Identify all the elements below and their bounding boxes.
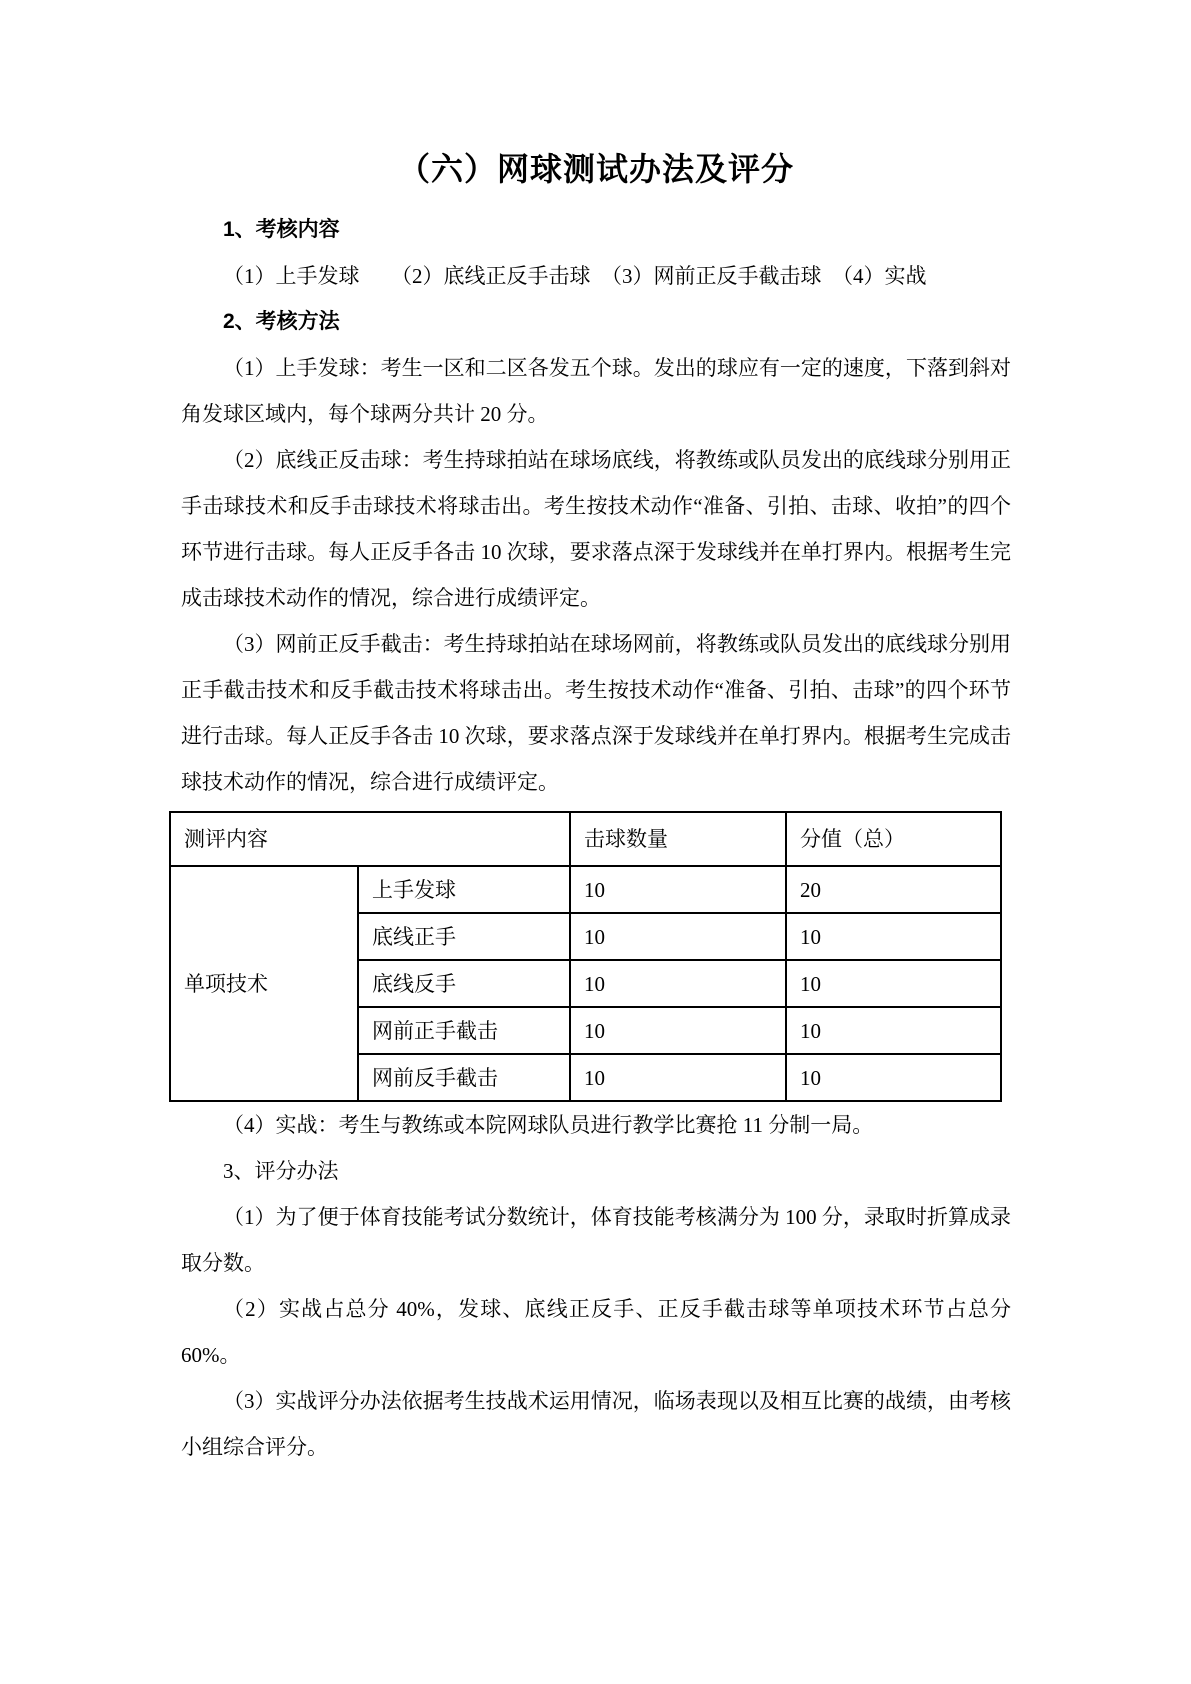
exam-content-items: （1）上手发球 （2）底线正反手击球 （3）网前正反手截击球 （4）实战 — [223, 264, 927, 288]
table-score-cell: 20 — [786, 866, 1001, 913]
method-paragraph-volley: （3）网前正反手截击：考生持球拍站在球场网前，将教练或队员发出的底线球分别用正手截击技术和反手截击技术将球击出。考生按技术动作“准备、引拍、击球”的四个环节进行击球。每人正反手各击 10 次球，要求落点深于发球线并在单打界内。根据考生完成击球技术动作的情况，综合进行成绩评定。 — [181, 632, 1011, 794]
method-paragraph-match: （4）实战：考生与教练或本院网球队员进行教学比赛抢 11 分制一局。 — [223, 1113, 874, 1137]
table-score-cell: 10 — [786, 960, 1001, 1007]
scoring-paragraph-3: （3）实战评分办法依据考生技战术运用情况，临场表现以及相互比赛的战绩，由考核小组综合评分。 — [181, 1389, 1011, 1459]
method-paragraph-baseline: （2）底线正反击球：考生持球拍站在球场底线，将教练或队员发出的底线球分别用正手击球技术和反手击球技术将球击出。考生按技术动作“准备、引拍、击球、收拍”的四个环节进行击球。每人正反手各击 10 次球，要求落点深于发球线并在单打界内。根据考生完成击球技术动作的情况，综合进行成绩评定。 — [181, 448, 1011, 610]
assessment-score-table — [169, 811, 1002, 1102]
table-header-row — [170, 812, 1001, 866]
table-row — [170, 866, 1001, 913]
table-score-cell: 10 — [786, 1054, 1001, 1101]
table-score-cell: 10 — [786, 1007, 1001, 1054]
table-item-cell: 网前反手截击 — [358, 1054, 570, 1101]
table-group-label-cell: 单项技术 — [170, 866, 358, 1101]
scoring-paragraph-2: （2）实战占总分 40%，发球、底线正反手、正反手截击球等单项技术环节占总分 60%。 — [181, 1297, 1011, 1367]
table-count-cell: 10 — [570, 960, 786, 1007]
table-count-cell: 10 — [570, 1054, 786, 1101]
table-header-eval-content: 测评内容 — [170, 812, 570, 866]
table-count-cell: 10 — [570, 913, 786, 960]
table-item-cell: 网前正手截击 — [358, 1007, 570, 1054]
table-header-hit-count: 击球数量 — [570, 812, 786, 866]
table-count-cell: 10 — [570, 1007, 786, 1054]
section-3-heading: 3、评分办法 — [223, 1159, 339, 1183]
section-1-heading: 1、考核内容 — [223, 218, 340, 241]
section-2-heading: 2、考核方法 — [223, 310, 340, 333]
method-paragraph-serve: （1）上手发球：考生一区和二区各发五个球。发出的球应有一定的速度，下落到斜对角发球区域内，每个球两分共计 20 分。 — [181, 356, 1011, 426]
table-score-cell: 10 — [786, 913, 1001, 960]
scoring-paragraph-1: （1）为了便于体育技能考试分数统计，体育技能考核满分为 100 分，录取时折算成录取分数。 — [181, 1205, 1011, 1275]
table-header-score-total: 分值（总） — [786, 812, 1001, 866]
document-title: （六）网球测试办法及评分 — [397, 151, 794, 187]
table-item-cell: 上手发球 — [358, 866, 570, 913]
table-item-cell: 底线正手 — [358, 913, 570, 960]
table-count-cell: 10 — [570, 866, 786, 913]
table-item-cell: 底线反手 — [358, 960, 570, 1007]
